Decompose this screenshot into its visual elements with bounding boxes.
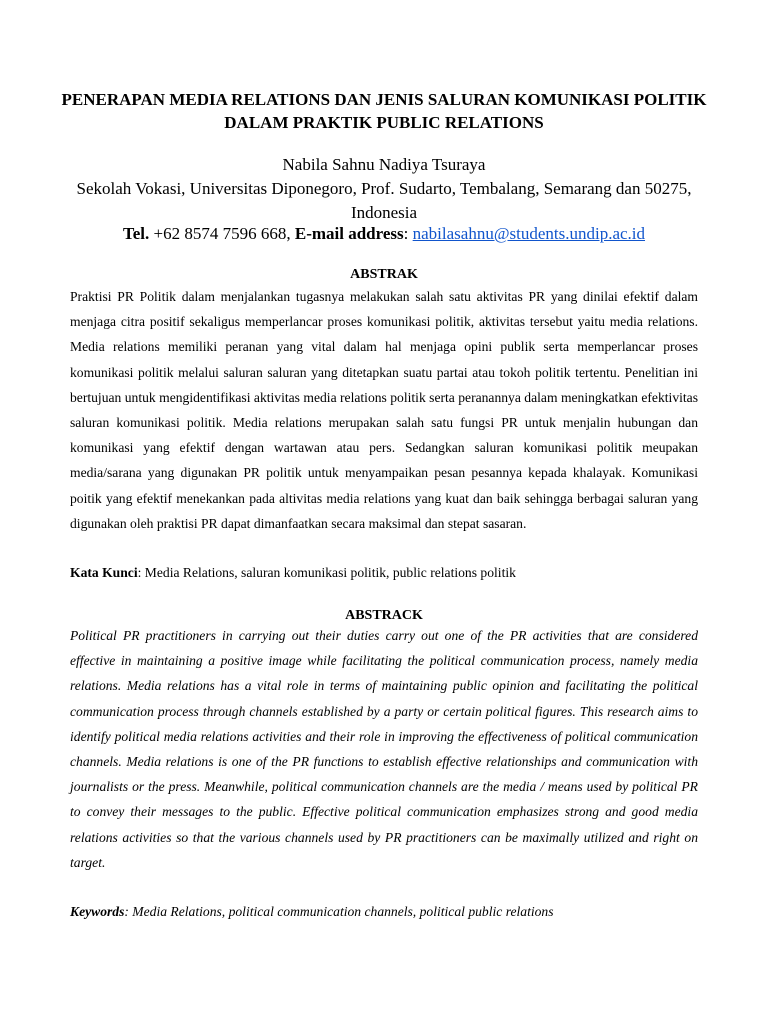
- email-separator: :: [403, 224, 409, 243]
- keywords-text: : Media Relations, political communication channels, political public relations: [124, 904, 554, 919]
- kata-kunci-label: Kata Kunci: [70, 565, 138, 580]
- abstrack-body: Political PR practitioners in carrying out their duties carry out one of the PR activities that are considered effective in maintaining a positive image while facilitating the political communication process, namely media relations. Media relations has a vital role in terms of maintaining public opinion and facilitating the political communication process through channels established by a party or certain political figures. This research aims to identify political media relations activities and their role in improving the effectiveness of political communication channels. Media relations is one of the PR functions to establish effective relationships and communication with journalists or the press. Meanwhile, political communication channels are the media / means used by political PR to convey their messages to the public. Effective political communication emphasizes strong and good media relations activities so that the various channels used by PR practitioners can be maximally utilized and right on target.: [70, 628, 698, 870]
- abstrak-heading: ABSTRAK: [350, 267, 418, 282]
- tel-label: Tel.: [122, 224, 150, 243]
- author-name: Nabila Sahnu Nadiya Tsuraya: [282, 155, 486, 174]
- abstrack-heading: ABSTRACK: [345, 608, 423, 623]
- paper-title: PENERAPAN MEDIA RELATIONS DAN JENIS SALURAN KOMUNIKASI POLITIK DALAM PRAKTIK PUBLIC RELATIONS: [61, 90, 707, 132]
- kata-kunci-text: : Media Relations, saluran komunikasi politik, public relations politik: [137, 565, 516, 580]
- email-link[interactable]: nabilasahnu@students.undip.ac.id: [412, 224, 646, 243]
- email-label: E-mail address: [294, 224, 404, 243]
- contact-line: [40, 222, 728, 246]
- author-affiliation: Sekolah Vokasi, Universitas Diponegoro, Prof. Sudarto, Tembalang, Semarang dan 50275, Indonesia: [76, 179, 692, 222]
- keywords-line: [70, 902, 698, 922]
- kata-kunci-line: [70, 563, 698, 583]
- keywords-label: Keywords: [70, 904, 125, 919]
- abstrak-body: Praktisi PR Politik dalam menjalankan tugasnya melakukan salah satu aktivitas PR yang dinilai efektif dalam menjaga citra positif sekaligus memperlancar proses komunikasi politik, aktivitas tersebut yaitu media relations. Media relations memiliki peranan yang vital dalam hal menjaga opini publik serta memperlancar proses komunikasi politik melalui saluran saluran yang ditetapkan suatu partai atau tokoh politik tertentu. Penelitian ini bertujuan untuk mengidentifikasi aktivitas media relations politik serta peranannya dalam meningkatkan efektivitas saluran komunikasi politik. Media relations merupakan salah satu fungsi PR untuk menjalin hubungan dan komunikasi yang efektif dengan wartawan atau pers. Sedangkan saluran komunikasi politik meupakan media/sarana yang digunakan PR politik untuk menyampaikan pesan pesannya kepada khalayak. Komunikasi poitik yang efektif menekankan pada altivitas media relations yang kuat dan baik sehingga berbagai saluran yang digunakan oleh praktisi PR dapat dimanfaatkan secara maksimal dan stepat sasaran.: [70, 289, 698, 531]
- tel-value: +62 8574 7596 668,: [153, 224, 291, 243]
